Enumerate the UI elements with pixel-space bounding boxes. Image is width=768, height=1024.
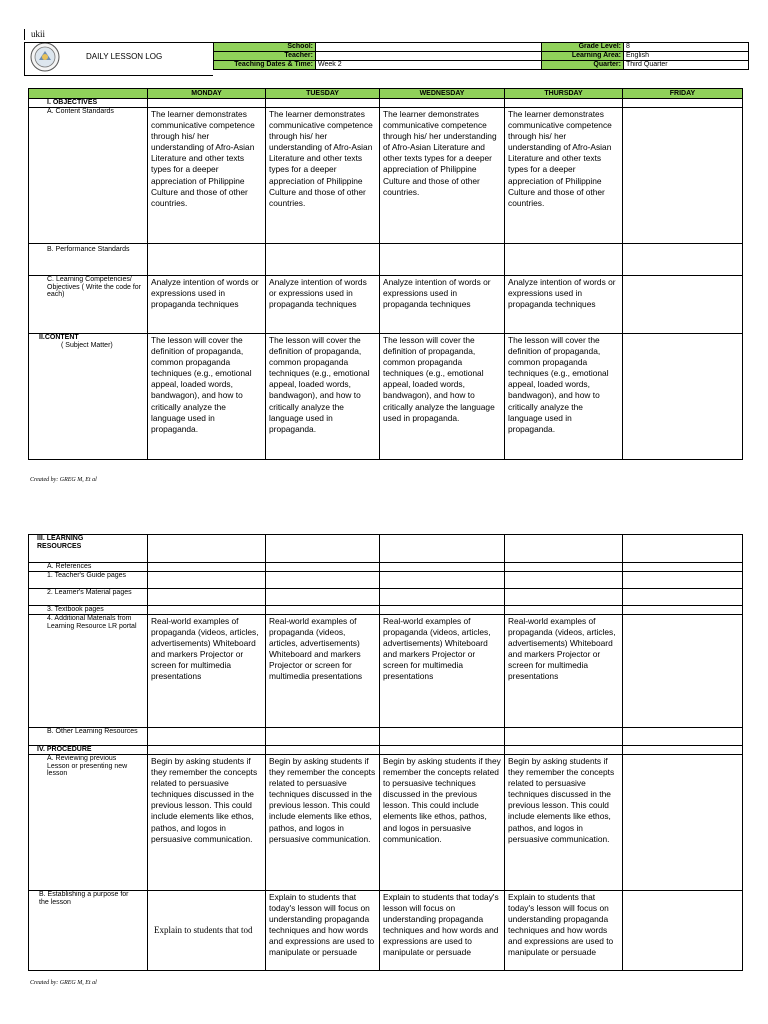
day-header-monday: MONDAY	[148, 89, 266, 99]
learning-resources-heading: III. LEARNING RESOURCES	[29, 535, 148, 563]
materials-monday: Real-world examples of propaganda (videos, articles, advertisements) Whiteboard and markers Projector or screen for multimedia presentations	[148, 615, 266, 728]
competencies-friday	[623, 276, 743, 334]
content-friday	[623, 334, 743, 460]
content-standards-thursday: The learner demonstrates communicative competence through his/ her understanding of Afro-Asian Literature and other texts types for a deeper appreciation of Philippine Culture and those of other countries.	[505, 108, 623, 244]
materials-wednesday: Real-world examples of propaganda (videos, articles, advertisements) Whiteboard and markers Projector or screen for multimedia presentations	[380, 615, 505, 728]
content-label-cell	[29, 334, 148, 460]
review-thursday: Begin by asking students if they remember the concepts related to persuasive techniques discussed in the previous lesson. This could include elements like ethos, pathos, and logos in persuasive communication.	[505, 755, 623, 891]
content-thursday: The lesson will cover the definition of propaganda, common propaganda techniques (e.g., emotional appeal, loaded words, bandwagon), and how to critically analyze the language used in propaganda.	[505, 334, 623, 460]
competencies-wednesday: Analyze intention of words or expressions used in propaganda techniques	[380, 276, 505, 334]
lesson-table-page1	[28, 88, 743, 460]
competencies-monday: Analyze intention of words or expressions used in propaganda techniques	[148, 276, 266, 334]
competencies-tuesday: Analyze intention of words or expressions used in propaganda techniques	[266, 276, 380, 334]
purpose-thursday: Explain to students that today's lesson will focus on understanding propaganda techniques and how words and expressions are used to manipulate or persuade	[505, 891, 623, 971]
competencies-thursday: Analyze intention of words or expressions used in propaganda techniques	[505, 276, 623, 334]
reviewing-lesson-label: A. Reviewing previous Lesson or presenting new lesson	[29, 755, 148, 891]
content-tuesday: The lesson will cover the definition of propaganda, common propaganda techniques (e.g., emotional appeal, loaded words, bandwagon), and how to critically analyze the language used in propaganda.	[266, 334, 380, 460]
lesson-table-page2	[28, 534, 743, 971]
procedure-heading: IV. PROCEDURE	[29, 746, 148, 755]
learning-area-value: English	[624, 52, 749, 61]
materials-thursday: Real-world examples of propaganda (videos, articles, advertisements) Whiteboard and markers Projector or screen for multimedia presentations	[505, 615, 623, 728]
review-tuesday: Begin by asking students if they remember the concepts related to persuasive techniques discussed in the previous lesson. This could include elements like ethos, pathos, and logos in persuasive communication.	[266, 755, 380, 891]
content-wednesday: The lesson will cover the definition of propaganda, common propaganda techniques (e.g., emotional appeal, loaded words, bandwagon), and how to critically analyze the language used in propaganda.	[380, 334, 505, 460]
content-standards-label: A. Content Standards	[29, 108, 148, 244]
content-heading: II.CONTENT	[39, 334, 79, 341]
review-wednesday: Begin by asking students if they remember the concepts related to persuasive techniques discussed in the previous lesson. This could include elements like ethos, pathos, and logos in persuasive communication.	[380, 755, 505, 891]
corner-cell	[29, 89, 148, 99]
learning-competencies-label: C. Learning Competencies/ Objectives ( Write the code for each)	[29, 276, 148, 334]
content-standards-tuesday: The learner demonstrates communicative competence through his/ her understanding of Afro-Asian Literature and other texts types for a deeper appreciation of Philippine Culture and those of other countries.	[266, 108, 380, 244]
performance-standards-label: B. Performance Standards	[29, 244, 148, 276]
establishing-purpose-label: B. Establishing a purpose for the lesson	[29, 891, 148, 971]
teacher-label: Teacher:	[214, 52, 316, 61]
grade-level-value: 8	[624, 43, 749, 52]
content-monday: The lesson will cover the definition of propaganda, common propaganda techniques (e.g., emotional appeal, loaded words, bandwagon), and how to critically analyze the language used in propaganda.	[148, 334, 266, 460]
content-standards-wednesday: The learner demonstrates communicative competence through his/ her understanding of Afro-Asian Literature and other texts types for a deeper appreciation of Philippine Culture and those of other countries.	[380, 108, 505, 244]
day-header-tuesday: TUESDAY	[266, 89, 380, 99]
textbook-pages-label: 3. Textbook pages	[29, 606, 148, 615]
purpose-tuesday: Explain to students that today's lesson will focus on understanding propaganda techniques and how words and expressions are used to manipulate or persuade	[266, 891, 380, 971]
purpose-friday	[623, 891, 743, 971]
teacher-value	[316, 52, 542, 61]
additional-materials-label: 4. Additional Materials from Learning Resource LR portal	[29, 615, 148, 728]
day-header-friday: FRIDAY	[623, 89, 743, 99]
quarter-label: Quarter:	[542, 61, 624, 70]
top-mark: ukii	[24, 29, 45, 40]
school-value	[316, 43, 542, 52]
learning-area-label: Learning Area:	[542, 52, 624, 61]
references-label: A. References	[29, 563, 148, 572]
school-label: School:	[214, 43, 316, 52]
day-header-thursday: THURSDAY	[505, 89, 623, 99]
header-table	[213, 42, 749, 70]
content-subheading: ( Subject Matter)	[61, 342, 113, 349]
quarter-value: Third Quarter	[624, 61, 749, 70]
teaching-dates-value: Week 2	[316, 61, 542, 70]
objectives-heading: I. OBJECTIVES	[29, 99, 148, 108]
review-monday: Begin by asking students if they remember the concepts related to persuasive techniques discussed in the previous lesson. This could include elements like ethos, pathos, and logos in persuasive communication.	[148, 755, 266, 891]
content-standards-monday: The learner demonstrates communicative competence through his/ her understanding of Afro-Asian Literature and other texts types for a deeper appreciation of Philippine Culture and those of other countries.	[148, 108, 266, 244]
footer-page1: Created by: GREG M, Et al	[30, 477, 97, 483]
materials-tuesday: Real-world examples of propaganda (videos, articles, advertisements) Whiteboard and markers Projector or screen for multimedia presentations	[266, 615, 380, 728]
content-standards-friday	[623, 108, 743, 244]
learners-material-label: 2. Learner's Material pages	[29, 589, 148, 606]
materials-friday	[623, 615, 743, 728]
review-friday	[623, 755, 743, 891]
teachers-guide-label: 1. Teacher's Guide pages	[29, 572, 148, 589]
teaching-dates-label: Teaching Dates & Time:	[214, 61, 316, 70]
footer-page2: Created by: GREG M, Et al	[30, 980, 97, 986]
purpose-monday: Explain to students that tod	[148, 891, 266, 971]
header-left-box	[24, 42, 213, 76]
grade-level-label: Grade Level:	[542, 43, 624, 52]
purpose-wednesday: Explain to students that today's lesson will focus on understanding propaganda techniques and how words and expressions are used to manipulate or persuade	[380, 891, 505, 971]
day-header-wednesday: WEDNESDAY	[380, 89, 505, 99]
other-resources-label: B. Other Learning Resources	[29, 728, 148, 746]
page-title: DAILY LESSON LOG	[86, 52, 163, 61]
